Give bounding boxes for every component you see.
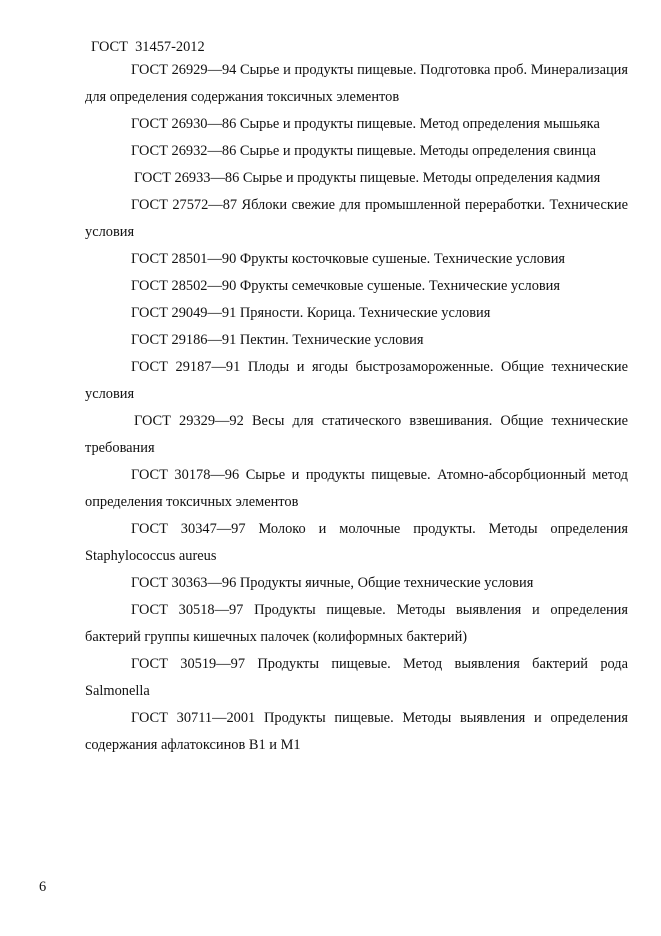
reference-entry: ГОСТ 29329—92 Весы для статического взвешивания. Общие технические требования	[85, 413, 628, 456]
reference-entry: ГОСТ 28501—90 Фрукты косточковые сушеные. Технические условия	[131, 251, 566, 267]
document-header: ГОСТ 31457-2012	[91, 39, 205, 55]
references-list	[85, 57, 628, 759]
reference-entry: ГОСТ 30347—97 Молоко и молочные продукты. Методы определения Staphylococcus aureus	[85, 521, 628, 564]
reference-entry: ГОСТ 29049—91 Пряности. Корица. Технические условия	[131, 305, 491, 321]
reference-entry: ГОСТ 26932—86 Сырье и продукты пищевые. Методы определения свинца	[131, 143, 596, 159]
reference-entry: ГОСТ 26929—94 Сырье и продукты пищевые. Подготовка проб. Минерализация для определения содержания токсичных элементов	[85, 62, 628, 105]
reference-entry: ГОСТ 27572—87 Яблоки свежие для промышленной переработки. Технические условия	[85, 197, 628, 240]
page-number: 6	[39, 879, 47, 895]
reference-entry: ГОСТ 28502—90 Фрукты семечковые сушеные. Технические условия	[131, 278, 560, 294]
reference-entry: ГОСТ 26933—86 Сырье и продукты пищевые. Методы определения кадмия	[134, 170, 601, 186]
reference-entry: ГОСТ 30519—97 Продукты пищевые. Метод выявления бактерий рода Salmonella	[85, 656, 628, 699]
reference-entry: ГОСТ 30363—96 Продукты яичные, Общие технические условия	[131, 575, 534, 591]
reference-entry: ГОСТ 29186—91 Пектин. Технические условия	[131, 332, 424, 348]
reference-entry: ГОСТ 30178—96 Сырье и продукты пищевые. Атомно-абсорбционный метод определения токсичных элементов	[85, 467, 628, 510]
reference-entry: ГОСТ 29187—91 Плоды и ягоды быстрозамороженные. Общие технические условия	[85, 359, 628, 402]
reference-entry: ГОСТ 30518—97 Продукты пищевые. Методы выявления и определения бактерий группы кишечных палочек (колиформных бактерий)	[85, 602, 628, 645]
reference-entry: ГОСТ 30711—2001 Продукты пищевые. Методы выявления и определения содержания афлатоксинов В1 и М1	[85, 710, 628, 753]
reference-entry: ГОСТ 26930—86 Сырье и продукты пищевые. Метод определения мышьяка	[131, 116, 600, 132]
